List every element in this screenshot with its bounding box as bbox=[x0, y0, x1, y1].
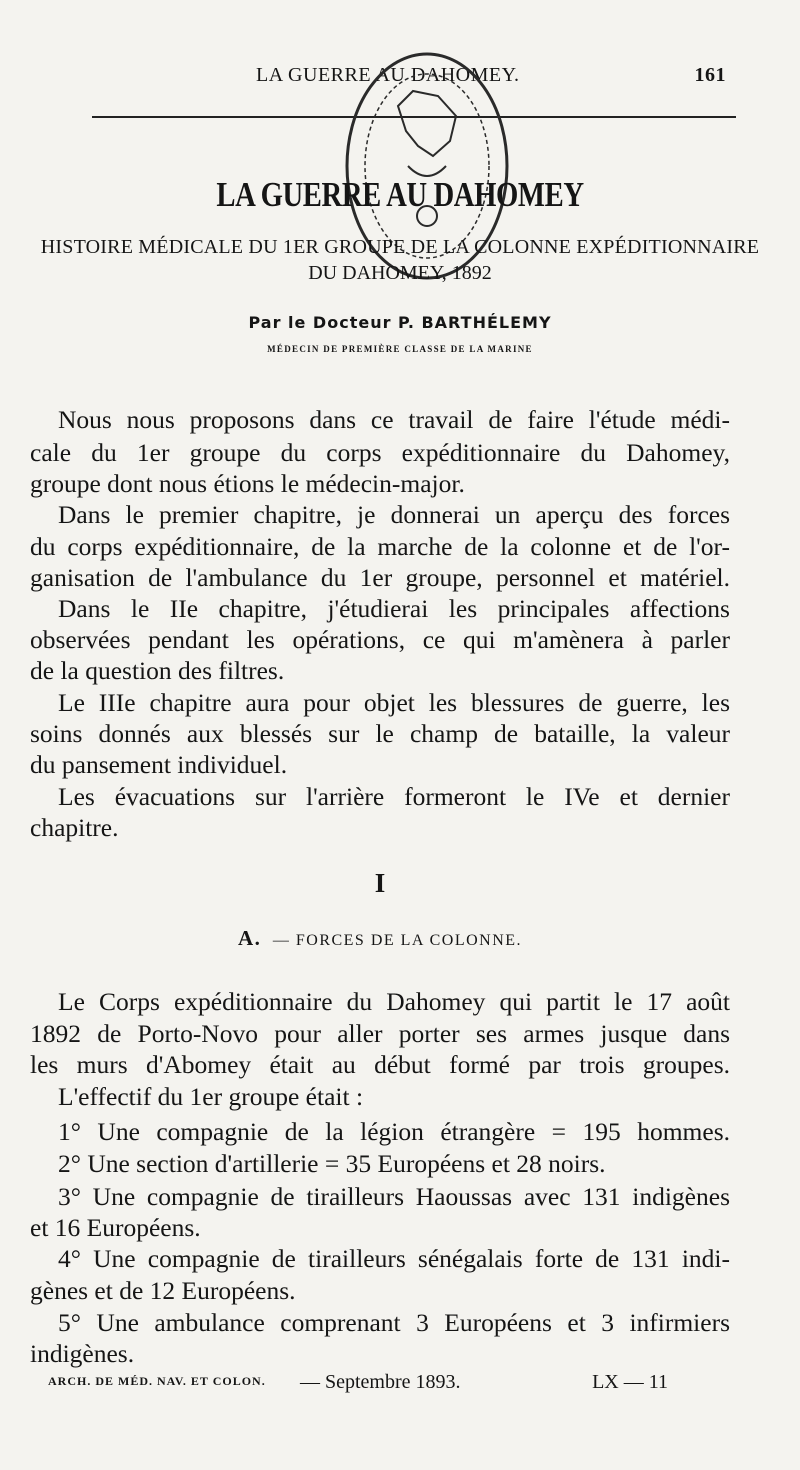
text-line: soins donnés aux blessés sur le champ de bataille, la valeur bbox=[30, 719, 730, 748]
text-line: 1892 de Porto-Novo pour aller porter ses armes jusque dans bbox=[30, 1019, 730, 1048]
list-item: 1° Une compagnie de la légion étrangère = 195 hommes. bbox=[58, 1117, 730, 1146]
article-subtitle: HISTOIRE MÉDICALE DU 1ER GROUPE DE LA COLONNE EXPÉDITIONNAIRE bbox=[40, 236, 760, 258]
page-footer bbox=[48, 1371, 698, 1400]
page-number: 161 bbox=[694, 64, 726, 86]
author-line: Par le Docteur P. BARTHÉLEMY bbox=[248, 313, 552, 332]
article-subtitle-line2: DU DAHOMEY, 1892 bbox=[308, 262, 492, 284]
text-line: de la question des filtres. bbox=[30, 656, 285, 685]
text-line: chapitre. bbox=[30, 813, 119, 842]
list-item: 3° Une compagnie de tirailleurs Haoussas avec 131 indigènes bbox=[58, 1182, 730, 1211]
running-head-title: LA GUERRE AU DAHOMEY. bbox=[256, 64, 520, 86]
journal-name: ARCH. DE MÉD. NAV. ET COLON. bbox=[48, 1374, 266, 1388]
text-line: Le Corps expéditionnaire du Dahomey qui partit le 17 août bbox=[58, 987, 730, 1016]
text-line: les murs d'Abomey était au début formé par trois groupes. bbox=[30, 1050, 730, 1079]
section-number: I bbox=[374, 868, 386, 898]
issue-date: — Septembre 1893. bbox=[300, 1371, 461, 1393]
section-title: — FORCES DE LA COLONNE. bbox=[272, 932, 523, 949]
author-role: MÉDECIN DE PREMIÈRE CLASSE DE LA MARINE bbox=[267, 344, 533, 354]
text-line: du pansement individuel. bbox=[30, 750, 288, 779]
text-line: ganisation de l'ambulance du 1er groupe, personnel et matériel. bbox=[30, 563, 730, 592]
text-line: Le IIIe chapitre aura pour objet les blessures de guerre, les bbox=[58, 688, 730, 717]
text-line: Dans le IIe chapitre, j'étudierai les principales affections bbox=[58, 594, 730, 623]
text-line: groupe dont nous étions le médecin-major. bbox=[30, 469, 465, 498]
section-heading bbox=[0, 926, 760, 951]
text-line: gènes et de 12 Européens. bbox=[30, 1276, 296, 1305]
text-line: du corps expéditionnaire, de la marche de la colonne et de l'or- bbox=[30, 532, 730, 561]
text-line: L'effectif du 1er groupe était : bbox=[58, 1082, 364, 1111]
text-line: observées pendant les opérations, ce qui m'amènera à parler bbox=[30, 625, 730, 654]
text-line: Nous nous proposons dans ce travail de faire l'étude médi- bbox=[58, 405, 730, 434]
article-title: LA GUERRE AU DAHOMEY bbox=[216, 175, 584, 214]
text-line: Les évacuations sur l'arrière formeront le IVe et dernier bbox=[58, 782, 730, 811]
text-line: et 16 Européens. bbox=[30, 1213, 201, 1242]
text-line: Dans le premier chapitre, je donnerai un aperçu des forces bbox=[58, 500, 730, 529]
section-letter: A. bbox=[237, 926, 262, 950]
list-item: 5° Une ambulance comprenant 3 Européens et 3 infirmiers bbox=[58, 1308, 730, 1337]
signature-mark: LX — 11 bbox=[592, 1371, 668, 1393]
list-item: 2° Une section d'artillerie = 35 Européens et 28 noirs. bbox=[58, 1149, 606, 1178]
text-line: indigènes. bbox=[30, 1339, 135, 1368]
list-item: 4° Une compagnie de tirailleurs sénégalais forte de 131 indi- bbox=[58, 1244, 730, 1273]
text-line: cale du 1er groupe du corps expéditionnaire du Dahomey, bbox=[30, 438, 730, 467]
